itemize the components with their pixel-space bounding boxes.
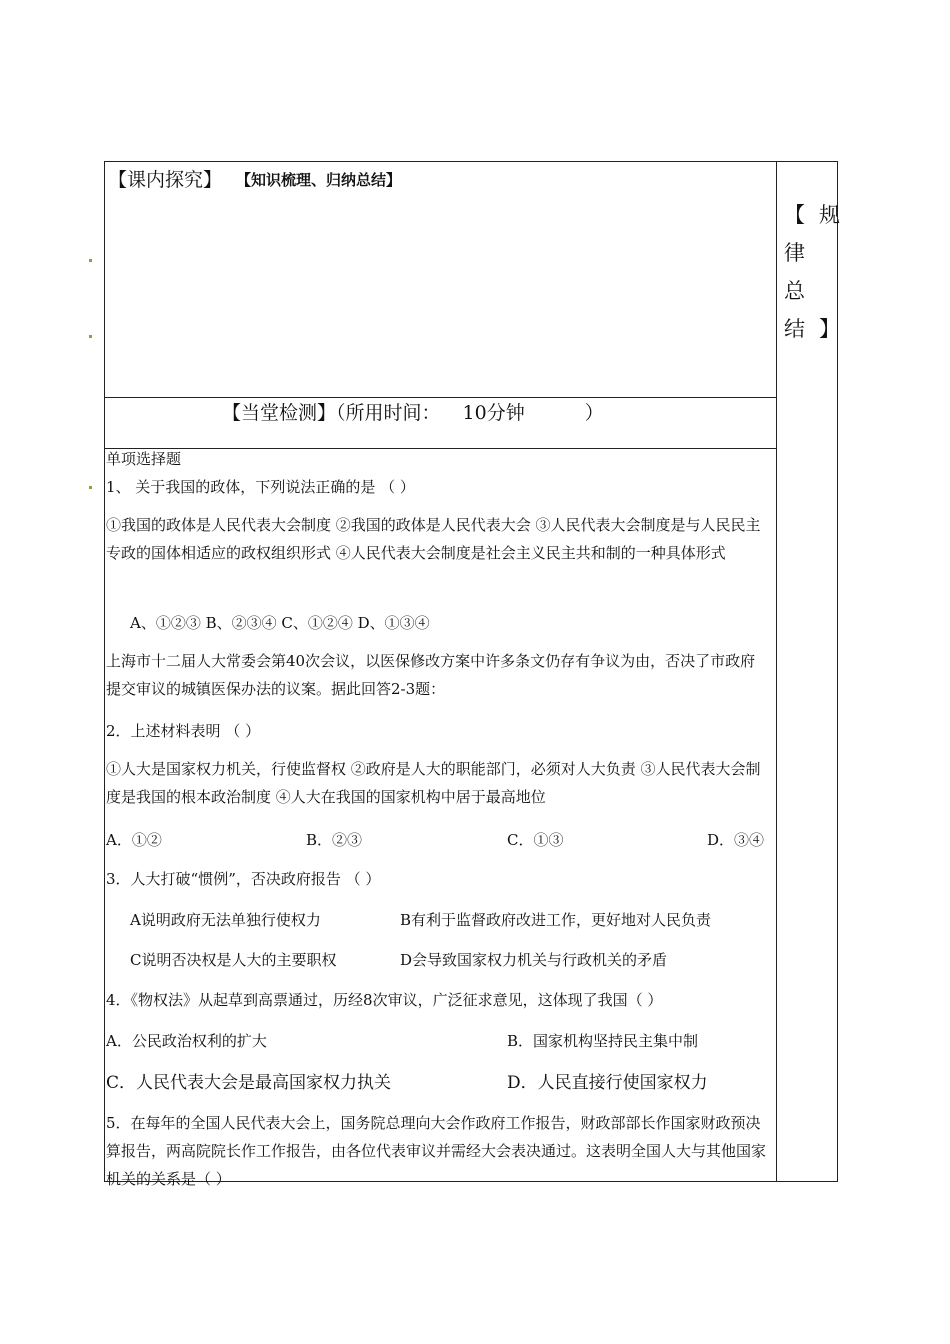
q3-option-c: C说明否决权是人大的主要职权	[130, 951, 337, 969]
q3-stem: 3．人大打破“惯例”，否决政府报告 （ ）	[106, 870, 381, 888]
q4-option-b: B．国家机构坚持民主集中制	[507, 1032, 699, 1050]
q2-option-b: B．②③	[306, 831, 363, 849]
margin-mark	[89, 335, 92, 338]
time-value: 10分钟	[462, 402, 525, 424]
q4-option-a: A．公民政治权利的扩大	[106, 1032, 267, 1050]
sidebar-label: 【规律总结】	[784, 203, 854, 341]
section-title-explore: 【课内探究】	[108, 169, 223, 191]
margin-mark	[89, 259, 92, 262]
margin-mark	[89, 486, 92, 489]
q2-statements: ①人大是国家权力机关，行使监督权 ②政府是人大的职能部门，必须对人大负责 ③人民代表大会制度是我国的根本政治制度 ④人大在我国的国家机构中居于最高地位	[106, 760, 761, 806]
q5-stem: 5．在每年的全国人民代表大会上，国务院总理向大会作政府工作报告，财政部部长作国家财政预决算报告，两高院院长作工作报告，由各位代表审议并需经大会表决通过。这表明全国人大与其他国家机关的关系是（ ）	[106, 1114, 767, 1188]
q3-option-b: B有利于监督政府改进工作，更好地对人民负责	[400, 911, 712, 929]
q2-stem: 2．上述材料表明 （ ）	[106, 722, 261, 740]
q4-stem: 4．《物权法》从起草到高票通过，历经8次审议，广泛征求意见，这体现了我国（ ）	[106, 991, 663, 1009]
q3-option-d: D会导致国家权力机关与行政机关的矛盾	[400, 951, 668, 969]
time-label: （所用时间：	[336, 402, 441, 424]
section-title-test	[222, 398, 604, 425]
time-close: ）	[584, 402, 604, 424]
test-title: 【当堂检测】	[222, 402, 337, 424]
q1-statements: ①我国的政体是人民代表大会制度 ②我国的政体是人民代表大会 ③人民代表大会制度是与人民民主专政的国体相适应的政权组织形式 ④人民代表大会制度是社会主义民主共和制的一种具体形式	[106, 516, 761, 562]
section-subtitle: 【知识梳理、归纳总结】	[236, 171, 402, 189]
q2-option-a: A．①②	[106, 831, 162, 849]
row-divider	[104, 448, 776, 449]
q1-stem: 1、 关于我国的政体，下列说法正确的是 （ ）	[106, 478, 415, 496]
q4-option-c: C．人民代表大会是最高国家权力执关	[106, 1073, 392, 1093]
q4-option-d: D．人民直接行使国家权力	[507, 1073, 708, 1093]
q3-option-a: A说明政府无法单独行使权力	[130, 911, 321, 929]
sidebar-divider	[776, 161, 777, 1182]
q1-options: A、①②③ B、②③④ C、①②④ D、①③④	[130, 614, 430, 632]
q2-option-d: D．③④	[707, 831, 765, 849]
q2-option-c: C．①③	[507, 831, 564, 849]
material-text: 上海市十二届人大常委会第40次会议，以医保修改方案中许多条文仍存有争议为由，否决了市政府提交审议的城镇医保办法的议案。据此回答2-3题：	[106, 652, 756, 698]
question-type: 单项选择题	[106, 450, 182, 468]
